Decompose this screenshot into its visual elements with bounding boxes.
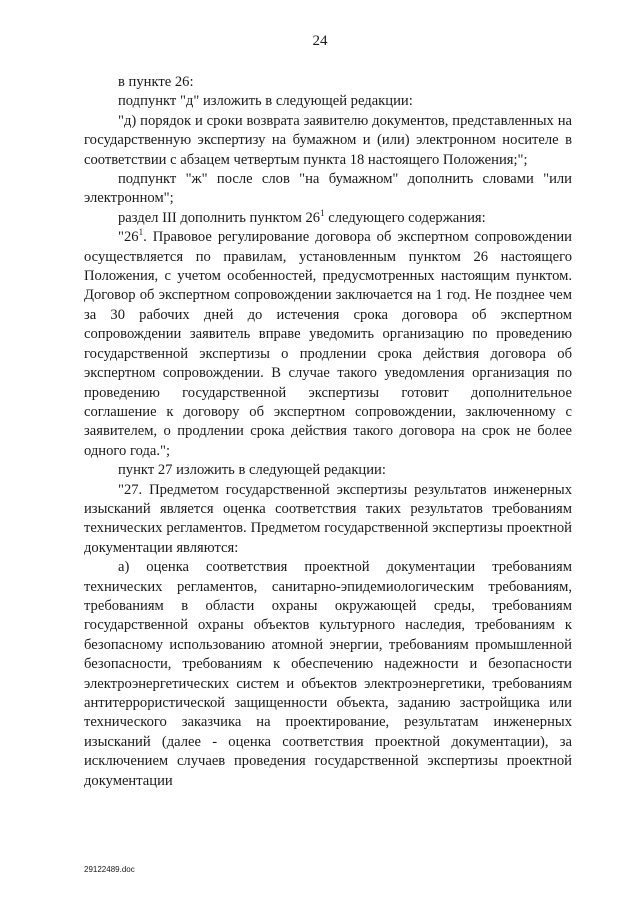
document-body xyxy=(84,73,572,791)
paragraph-5-text-a: раздел III дополнить пунктом 26 xyxy=(118,209,321,226)
paragraph-7: пункт 27 изложить в следующей редакции: xyxy=(118,462,386,479)
footer-filename: 29122489.doc xyxy=(84,865,135,874)
paragraph-6-superscript: 1 xyxy=(138,227,144,238)
paragraph-5-text-b: следующего содержания: xyxy=(324,209,486,226)
paragraph-6 xyxy=(84,228,572,461)
paragraph-5 xyxy=(84,209,572,228)
paragraph-6-text-a: "26 xyxy=(118,229,139,246)
paragraph-5-superscript: 1 xyxy=(320,207,325,218)
paragraph-4: подпункт "ж" после слов "на бумажном" дополнить словами "или электронном"; xyxy=(84,171,572,207)
page-number: 24 xyxy=(312,33,328,49)
paragraph-3: "д) порядок и сроки возврата заявителю документов, представленных на государственную экспертизу на бумажном и (или) электронном носителе в соответствии с абзацем четвертым пункта 18 настоящего Положения;"; xyxy=(84,112,572,168)
paragraph-2: подпункт "д" изложить в следующей редакции: xyxy=(118,93,413,110)
paragraph-9: а) оценка соответствия проектной документации требованиям технических регламентов, санитарно-эпидемиологическим требованиям, требованиям в области охраны окружающей среды, требованиям государственной охраны объектов культурного наследия, требованиям к безопасному использованию атомной энергии, требованиям промышленной безопасности, требованиям к обеспечению надежности и безопасности электроэнергетических систем и объектов электроэнергетики, требованиям антитеррористической защищенности объекта, заданию застройщика или технического заказчика на проектирование, результатам инженерных изысканий (далее - оценка соответствия проектной документации), за исключением случаев проведения государственной экспертизы проектной документации xyxy=(84,559,572,789)
paragraph-6-text-b: . Правовое регулирование договора об экспертном сопровождении осуществляется по правилам, установленным пунктом 26 настоящего Положения, с учетом особенностей, предусмотренных настоящим пунктом. Договор об экспертном сопровождении заключается на 1 год. Не позднее чем за 30 рабочих дней до истечения срока договора об экспертном сопровождении заявитель вправе уведомить организацию по проведению государственной экспертизы о продлении срока действия договора об экспертном сопровождении. В случае такого уведомления организация по проведению государственной экспертизы готовит дополнительное соглашение к договору об экспертном сопровождении, заключенному с заявителем, о продлении срока действия такого договора на срок не более одного года."; xyxy=(84,229,572,459)
paragraph-1: в пункте 26: xyxy=(118,74,194,90)
paragraph-8: "27. Предметом государственной экспертизы результатов инженерных изысканий является оценка соответствия таких результатов требованиям технических регламентов. Предметом государственной экспертизы проектной документации являются: xyxy=(84,481,572,556)
